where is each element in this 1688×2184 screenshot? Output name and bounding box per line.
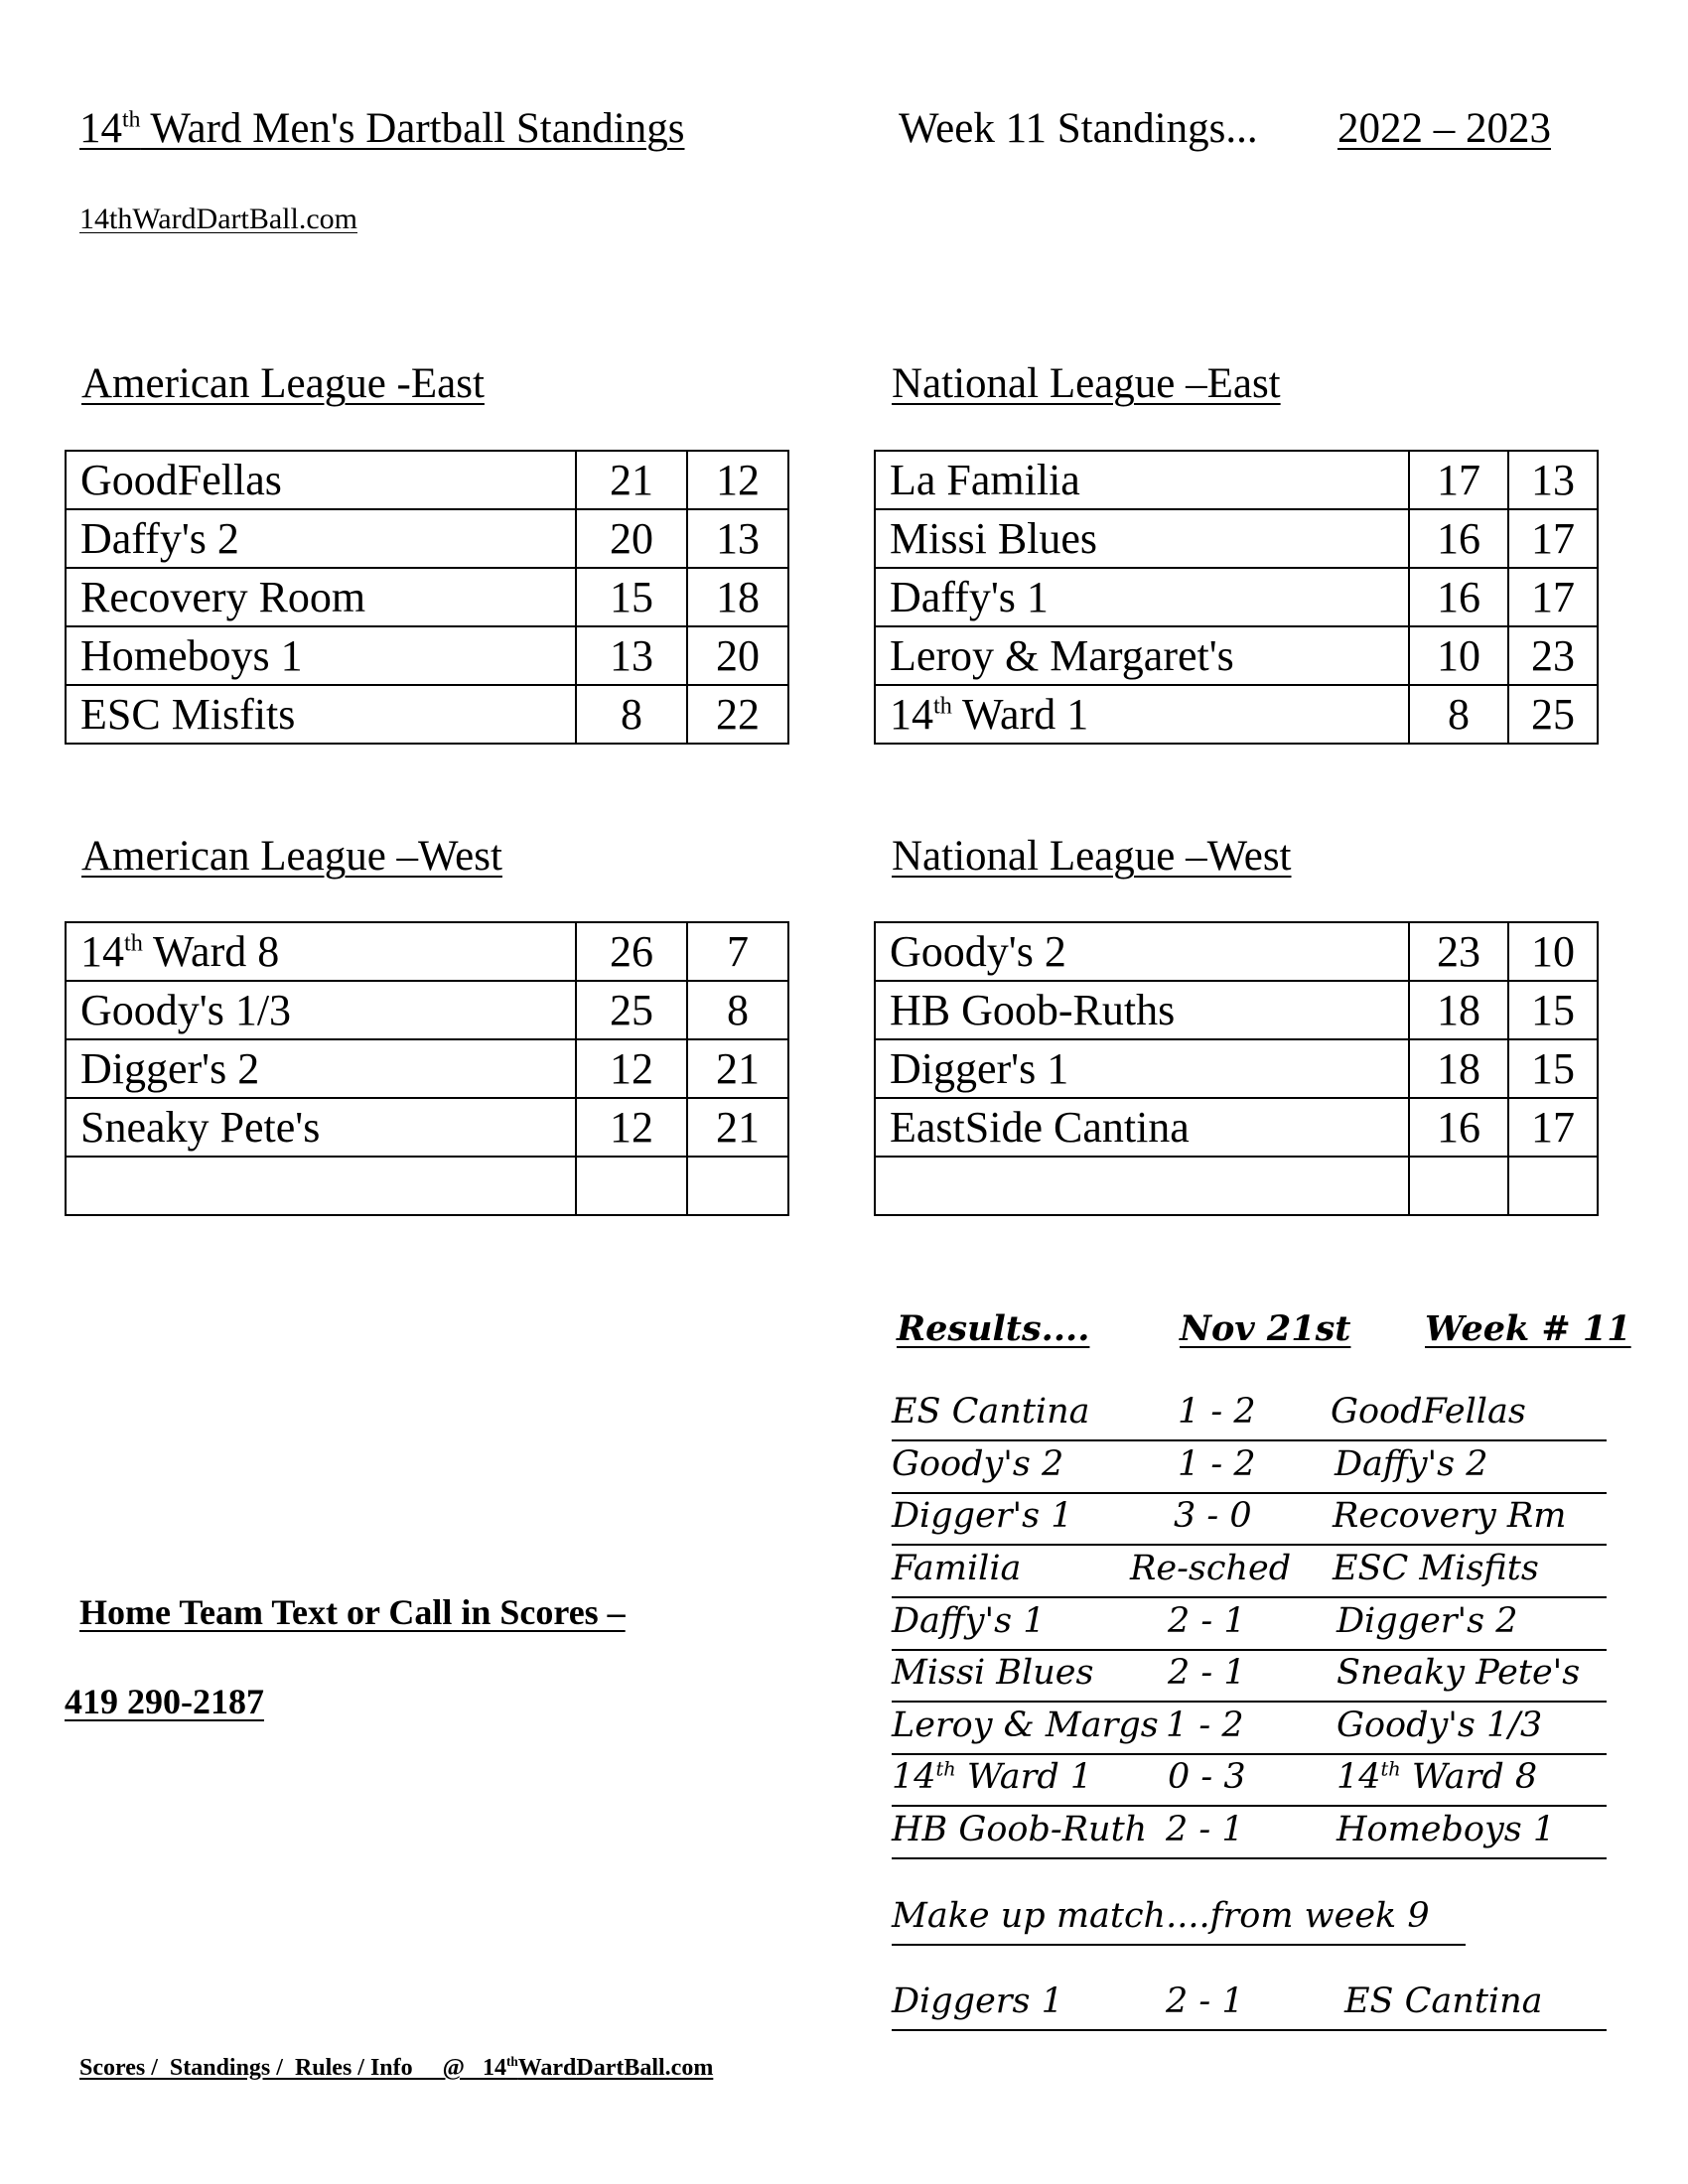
- wins: 16: [1409, 1098, 1508, 1157]
- away-team: Sneaky Pete's: [1336, 1653, 1581, 1693]
- away-team: Homeboys 1: [1336, 1810, 1556, 1849]
- table-row: [875, 922, 1598, 981]
- week-label: Week 11 Standings...: [899, 105, 1258, 152]
- makeup-label: Make up match....from week 9: [892, 1896, 1466, 1946]
- al-west-title: American League –West: [81, 833, 502, 880]
- team-name: [875, 1157, 1409, 1215]
- result-row: [892, 1601, 1607, 1651]
- result-row: [892, 1549, 1607, 1598]
- table-row: [875, 981, 1598, 1039]
- result-row: [892, 1757, 1607, 1807]
- table-row: [66, 451, 788, 509]
- wins: 25: [576, 981, 687, 1039]
- losses: 12: [687, 451, 788, 509]
- losses: 21: [687, 1039, 788, 1098]
- result-row: [892, 1810, 1607, 1859]
- losses: 7: [687, 922, 788, 981]
- team-name: La Familia: [875, 451, 1409, 509]
- table-row: [66, 1157, 788, 1215]
- losses: 22: [687, 685, 788, 744]
- phone-number[interactable]: 419 290-2187: [65, 1682, 264, 1721]
- losses: 15: [1508, 981, 1598, 1039]
- al-west-table: [65, 921, 789, 1216]
- wins: 15: [576, 568, 687, 626]
- losses: [687, 1157, 788, 1215]
- wins: 8: [576, 685, 687, 744]
- wins: 8: [1409, 685, 1508, 744]
- al-east-table: [65, 450, 789, 745]
- table-row: [875, 685, 1598, 744]
- home-team: Familia: [892, 1549, 1022, 1588]
- score: 1 - 2: [1178, 1444, 1256, 1484]
- home-team: Missi Blues: [892, 1653, 1094, 1693]
- results-week: Week # 11: [1425, 1308, 1631, 1349]
- nl-east-table: [874, 450, 1599, 745]
- team-name: Homeboys 1: [66, 626, 576, 685]
- score: Re-sched: [1130, 1549, 1292, 1588]
- team-name: Goody's 2: [875, 922, 1409, 981]
- table-row: [66, 981, 788, 1039]
- score: 2 - 1: [1168, 1653, 1246, 1693]
- nl-west-title: National League –West: [892, 833, 1292, 880]
- team-name: Recovery Room: [66, 568, 576, 626]
- away-team: Recovery Rm: [1333, 1496, 1567, 1536]
- home-team: ES Cantina: [892, 1392, 1090, 1432]
- home-team: Digger's 1: [892, 1496, 1073, 1536]
- away-team: Goody's 1/3: [1336, 1706, 1543, 1745]
- losses: 13: [1508, 451, 1598, 509]
- team-name: Sneaky Pete's: [66, 1098, 576, 1157]
- table-row: [875, 568, 1598, 626]
- result-row: [892, 1392, 1607, 1441]
- footer-links: Scores / Standings / Rules / Info @ 14thWardDartBall.com: [79, 2054, 714, 2081]
- wins: [576, 1157, 687, 1215]
- away-team: Digger's 2: [1336, 1601, 1518, 1641]
- team-name: Digger's 1: [875, 1039, 1409, 1098]
- season-label: 2022 – 2023: [1337, 105, 1551, 152]
- score: 3 - 0: [1174, 1496, 1252, 1536]
- losses: 17: [1508, 568, 1598, 626]
- table-row: [66, 685, 788, 744]
- table-row: [66, 922, 788, 981]
- result-row: [892, 1653, 1607, 1703]
- table-row: [66, 509, 788, 568]
- team-name: GoodFellas: [66, 451, 576, 509]
- score: 1 - 2: [1178, 1392, 1256, 1432]
- result-row: [892, 1706, 1607, 1755]
- away-team: ES Cantina: [1344, 1981, 1543, 2021]
- al-east-title: American League -East: [81, 360, 485, 407]
- home-team: Leroy & Margs: [892, 1706, 1159, 1745]
- wins: 17: [1409, 451, 1508, 509]
- website-link[interactable]: 14thWardDartBall.com: [79, 203, 358, 235]
- team-name: Daffy's 2: [66, 509, 576, 568]
- results-label: Results....: [897, 1308, 1090, 1349]
- table-row: [875, 626, 1598, 685]
- score: 2 - 1: [1166, 1981, 1244, 2021]
- nl-west-table: [874, 921, 1599, 1216]
- home-team: 14th Ward 1: [892, 1757, 1093, 1797]
- team-name: ESC Misfits: [66, 685, 576, 744]
- wins: [1409, 1157, 1508, 1215]
- wins: 21: [576, 451, 687, 509]
- wins: 23: [1409, 922, 1508, 981]
- losses: 17: [1508, 509, 1598, 568]
- table-row: [66, 1039, 788, 1098]
- losses: 23: [1508, 626, 1598, 685]
- wins: 10: [1409, 626, 1508, 685]
- losses: 20: [687, 626, 788, 685]
- wins: 16: [1409, 509, 1508, 568]
- losses: 21: [687, 1098, 788, 1157]
- team-name: Leroy & Margaret's: [875, 626, 1409, 685]
- score: 2 - 1: [1168, 1601, 1246, 1641]
- table-row: [875, 1039, 1598, 1098]
- away-team: 14th Ward 8: [1336, 1757, 1538, 1797]
- wins: 12: [576, 1039, 687, 1098]
- losses: 8: [687, 981, 788, 1039]
- table-row: [875, 451, 1598, 509]
- result-row: [892, 1444, 1607, 1494]
- home-team: Daffy's 1: [892, 1601, 1046, 1641]
- team-name: Missi Blues: [875, 509, 1409, 568]
- losses: 17: [1508, 1098, 1598, 1157]
- losses: 18: [687, 568, 788, 626]
- team-name: HB Goob-Ruths: [875, 981, 1409, 1039]
- team-name: Goody's 1/3: [66, 981, 576, 1039]
- wins: 26: [576, 922, 687, 981]
- losses: [1508, 1157, 1598, 1215]
- away-team: GoodFellas: [1331, 1392, 1526, 1432]
- table-row: [66, 1098, 788, 1157]
- team-name: EastSide Cantina: [875, 1098, 1409, 1157]
- call-in-label: Home Team Text or Call in Scores –: [79, 1592, 626, 1632]
- team-name: Digger's 2: [66, 1039, 576, 1098]
- home-team: Goody's 2: [892, 1444, 1064, 1484]
- wins: 20: [576, 509, 687, 568]
- table-row: [66, 568, 788, 626]
- table-row: [875, 1157, 1598, 1215]
- away-team: ESC Misfits: [1333, 1549, 1539, 1588]
- table-row: [875, 509, 1598, 568]
- losses: 13: [687, 509, 788, 568]
- score: 1 - 2: [1166, 1706, 1244, 1745]
- losses: 15: [1508, 1039, 1598, 1098]
- wins: 16: [1409, 568, 1508, 626]
- losses: 25: [1508, 685, 1598, 744]
- table-row: [875, 1098, 1598, 1157]
- team-name: Daffy's 1: [875, 568, 1409, 626]
- wins: 18: [1409, 981, 1508, 1039]
- wins: 13: [576, 626, 687, 685]
- team-name: [66, 1157, 576, 1215]
- away-team: Daffy's 2: [1335, 1444, 1488, 1484]
- wins: 18: [1409, 1039, 1508, 1098]
- table-row: [66, 626, 788, 685]
- result-row: [892, 1496, 1607, 1546]
- nl-east-title: National League –East: [892, 360, 1281, 407]
- score: 2 - 1: [1166, 1810, 1244, 1849]
- wins: 12: [576, 1098, 687, 1157]
- losses: 10: [1508, 922, 1598, 981]
- score: 0 - 3: [1168, 1757, 1246, 1797]
- home-team: HB Goob-Ruth: [892, 1810, 1148, 1849]
- makeup-row: [892, 1981, 1607, 2031]
- team-name: 14th Ward 1: [875, 685, 1409, 744]
- home-team: Diggers 1: [892, 1981, 1063, 2021]
- team-name: 14th Ward 8: [66, 922, 576, 981]
- page-title: 14th Ward Men's Dartball Standings: [79, 105, 685, 152]
- results-date: Nov 21st: [1180, 1308, 1351, 1349]
